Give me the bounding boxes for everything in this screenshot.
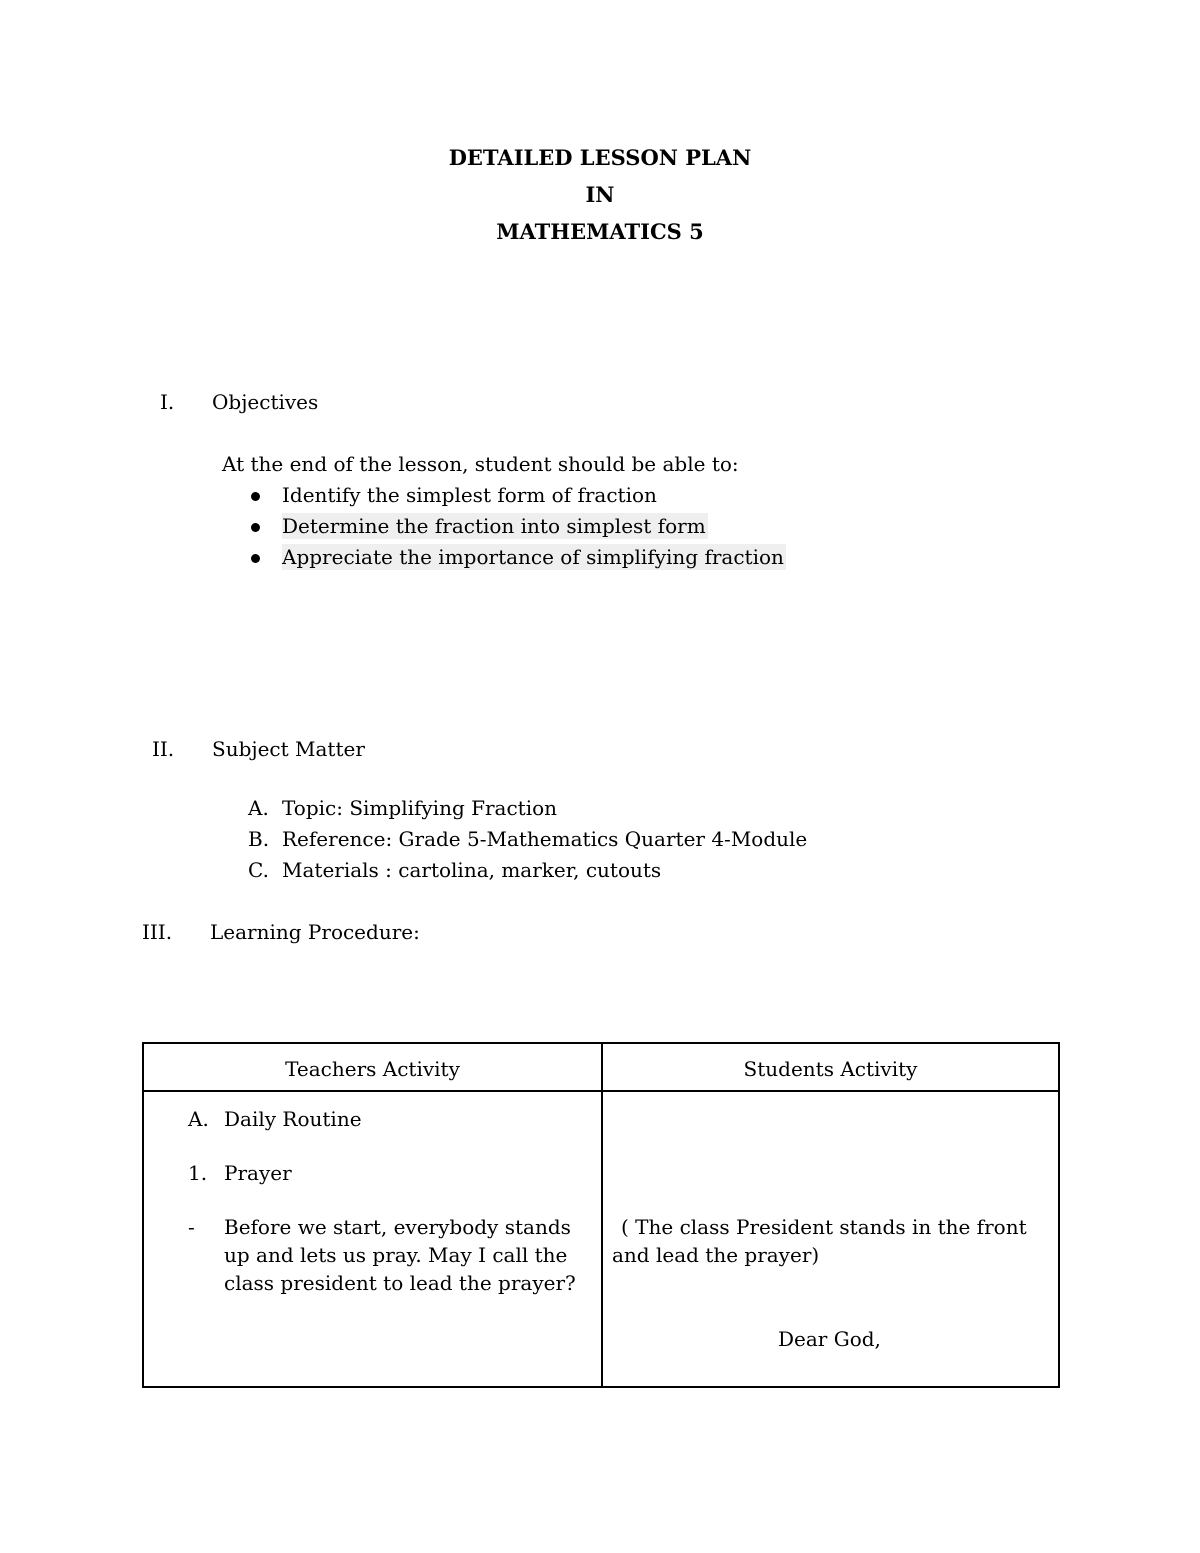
list-marker: 1. xyxy=(188,1161,208,1185)
section-heading-subject-matter: Subject Matter xyxy=(212,737,365,761)
subject-item-topic: Topic: Simplifying Fraction xyxy=(282,796,558,820)
dash-marker: - xyxy=(188,1215,195,1239)
student-note-line: ( The class President stands in the front xyxy=(621,1215,1027,1239)
objective-item: Determine the fraction into simplest form xyxy=(282,514,706,538)
section-heading-learning-procedure: Learning Procedure: xyxy=(210,920,420,944)
objective-item: Appreciate the importance of simplifying fraction xyxy=(282,545,784,569)
list-marker: B. xyxy=(248,827,270,851)
teacher-item-daily-routine: Daily Routine xyxy=(224,1107,362,1131)
list-marker: A. xyxy=(248,796,269,820)
student-prayer-start: Dear God, xyxy=(778,1327,881,1351)
subject-item-reference: Reference: Grade 5-Mathematics Quarter 4-Module xyxy=(282,827,808,851)
activity-table xyxy=(142,1042,1060,1388)
subject-item-materials: Materials : cartolina, marker, cutouts xyxy=(282,858,662,882)
table-header-divider xyxy=(144,1090,1058,1092)
section-heading-objectives: Objectives xyxy=(212,390,319,414)
student-note-line: and lead the prayer) xyxy=(612,1243,820,1267)
section-number-learning-procedure: III. xyxy=(142,920,173,944)
objectives-intro: At the end of the lesson, student should be able to: xyxy=(222,452,739,476)
bullet-icon xyxy=(251,523,260,532)
column-header-students: Students Activity xyxy=(743,1057,918,1081)
bullet-icon xyxy=(251,554,260,563)
title-line-2: IN xyxy=(585,182,615,207)
section-number-subject-matter: II. xyxy=(152,737,175,761)
section-number-objectives: I. xyxy=(160,390,175,414)
column-header-teachers: Teachers Activity xyxy=(285,1057,460,1081)
objective-item: Identify the simplest form of fraction xyxy=(282,483,657,507)
list-marker: C. xyxy=(248,858,269,882)
table-column-divider xyxy=(601,1044,603,1386)
title-line-3: MATHEMATICS 5 xyxy=(496,219,704,244)
teacher-instruction-line: up and lets us pray. May I call the xyxy=(224,1243,568,1267)
list-marker: A. xyxy=(188,1107,209,1131)
title-line-1: DETAILED LESSON PLAN xyxy=(448,145,752,170)
teacher-item-prayer: Prayer xyxy=(224,1161,292,1185)
teacher-instruction-line: Before we start, everybody stands xyxy=(224,1215,571,1239)
bullet-icon xyxy=(251,492,260,501)
teacher-instruction-line: class president to lead the prayer? xyxy=(224,1271,576,1295)
